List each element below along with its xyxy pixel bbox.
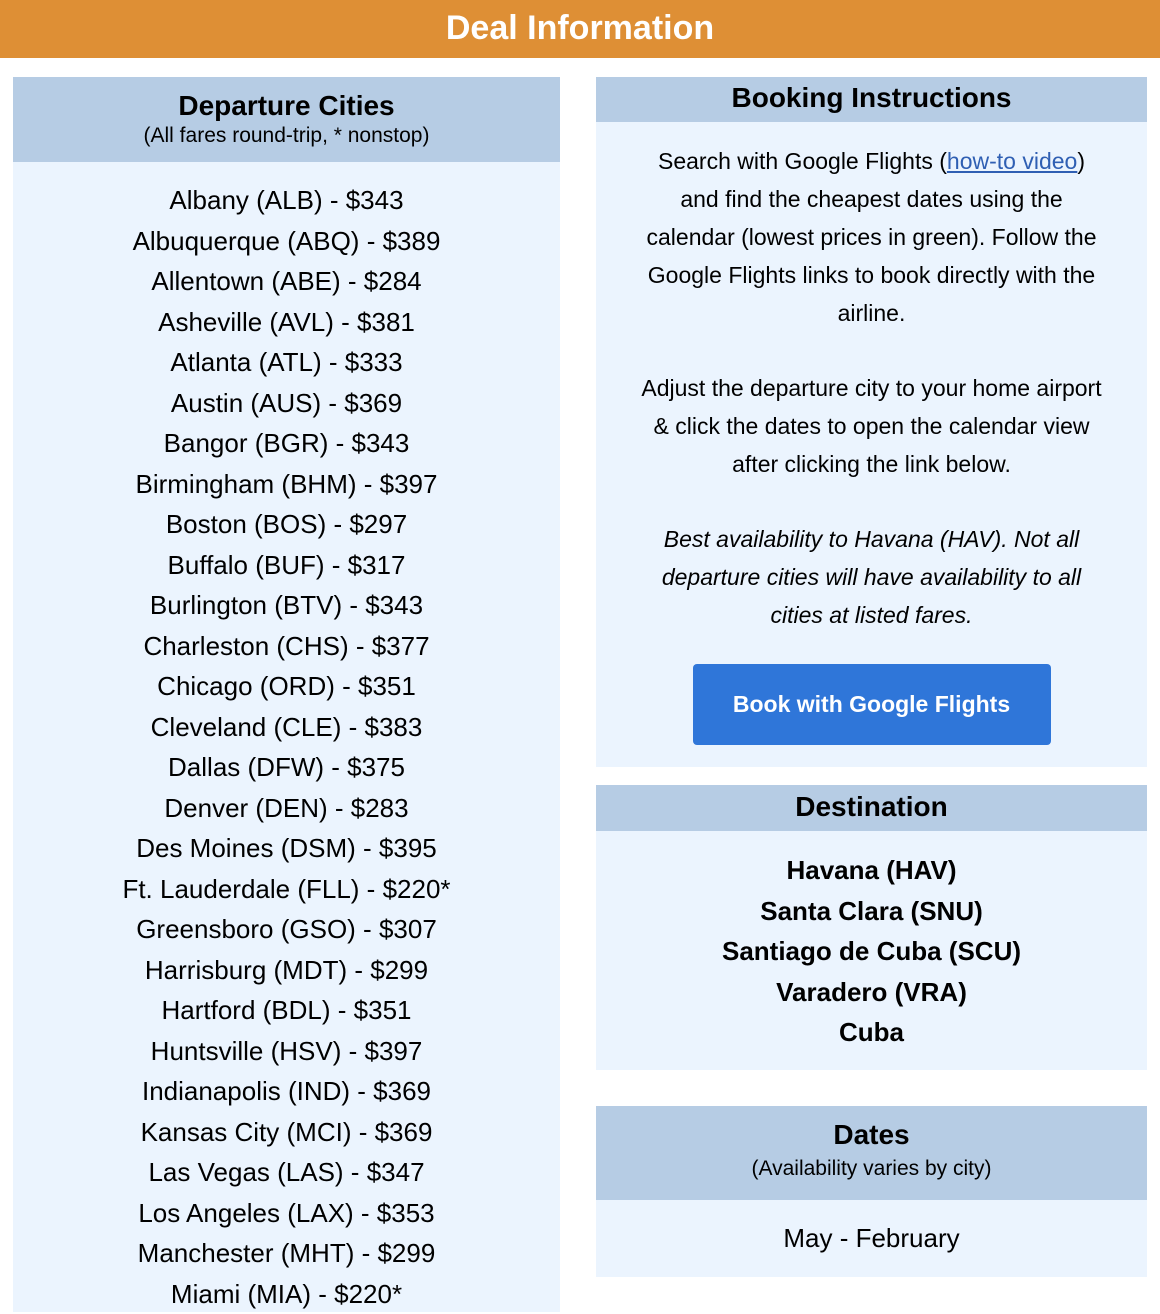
departure-city-list (13, 162, 560, 1314)
dates-header (596, 1106, 1147, 1200)
departure-city-item: Las Vegas (LAS) - $347 (13, 1152, 560, 1193)
destination-title: Destination (596, 790, 1147, 824)
departure-cities-panel (13, 77, 560, 1312)
booking-text-before-link: Search with Google Flights ( (658, 148, 947, 174)
departure-city-item: Des Moines (DSM) - $395 (13, 828, 560, 869)
departure-city-item: Charleston (CHS) - $377 (13, 626, 560, 667)
dates-title: Dates (596, 1118, 1147, 1152)
departure-city-item: Greensboro (GSO) - $307 (13, 909, 560, 950)
departure-city-item: Chicago (ORD) - $351 (13, 666, 560, 707)
departure-city-item: Denver (DEN) - $283 (13, 788, 560, 829)
departure-city-item: Los Angeles (LAX) - $353 (13, 1193, 560, 1234)
departure-cities-subtitle: (All fares round-trip, * nonstop) (13, 123, 560, 149)
departure-city-item: Miami (MIA) - $220* (13, 1274, 560, 1314)
booking-paragraph-adjust: Adjust the departure city to your home airport & click the dates to open the calendar view after clicking the link below. (636, 369, 1107, 483)
deal-information-header (0, 0, 1160, 58)
destination-item: Varadero (VRA) (596, 972, 1147, 1013)
departure-city-item: Boston (BOS) - $297 (13, 504, 560, 545)
book-with-google-flights-button[interactable]: Book with Google Flights (693, 664, 1051, 745)
departure-city-item: Albany (ALB) - $343 (13, 180, 560, 221)
destination-header (596, 785, 1147, 831)
destination-item: Santa Clara (SNU) (596, 891, 1147, 932)
departure-city-item: Dallas (DFW) - $375 (13, 747, 560, 788)
departure-cities-header (13, 77, 560, 162)
destination-panel (596, 785, 1147, 1070)
destination-item: Havana (HAV) (596, 850, 1147, 891)
departure-city-item: Albuquerque (ABQ) - $389 (13, 221, 560, 262)
booking-instructions-panel (596, 77, 1147, 767)
dates-panel (596, 1106, 1147, 1277)
dates-value: May - February (596, 1200, 1147, 1256)
departure-city-item: Indianapolis (IND) - $369 (13, 1071, 560, 1112)
departure-city-item: Allentown (ABE) - $284 (13, 261, 560, 302)
how-to-video-link[interactable]: how-to video (947, 148, 1077, 174)
departure-city-item: Atlanta (ATL) - $333 (13, 342, 560, 383)
departure-city-item: Asheville (AVL) - $381 (13, 302, 560, 343)
departure-city-item: Manchester (MHT) - $299 (13, 1233, 560, 1274)
departure-city-item: Huntsville (HSV) - $397 (13, 1031, 560, 1072)
destination-item: Cuba (596, 1012, 1147, 1053)
destination-list (596, 831, 1147, 1053)
departure-city-item: Hartford (BDL) - $351 (13, 990, 560, 1031)
destination-item: Santiago de Cuba (SCU) (596, 931, 1147, 972)
departure-city-item: Ft. Lauderdale (FLL) - $220* (13, 869, 560, 910)
departure-cities-title: Departure Cities (13, 89, 560, 123)
booking-availability-note: Best availability to Havana (HAV). Not all departure cities will have availability to all cities at listed fares. (636, 520, 1107, 634)
departure-city-item: Bangor (BGR) - $343 (13, 423, 560, 464)
page-title: Deal Information (0, 0, 1160, 56)
departure-city-item: Austin (AUS) - $369 (13, 383, 560, 424)
departure-city-item: Cleveland (CLE) - $383 (13, 707, 560, 748)
booking-instructions-header (596, 77, 1147, 122)
departure-city-item: Birmingham (BHM) - $397 (13, 464, 560, 505)
booking-instructions-body (596, 122, 1147, 745)
departure-city-item: Kansas City (MCI) - $369 (13, 1112, 560, 1153)
booking-instructions-title: Booking Instructions (596, 81, 1147, 115)
departure-city-item: Harrisburg (MDT) - $299 (13, 950, 560, 991)
booking-text-after-link: ) and find the cheapest dates using the calendar (lowest prices in green). Follow the Google Flights links to book directly with the airline. (647, 148, 1097, 326)
departure-city-item: Buffalo (BUF) - $317 (13, 545, 560, 586)
booking-paragraph-search (636, 142, 1107, 332)
dates-subtitle: (Availability varies by city) (596, 1156, 1147, 1182)
departure-city-item: Burlington (BTV) - $343 (13, 585, 560, 626)
